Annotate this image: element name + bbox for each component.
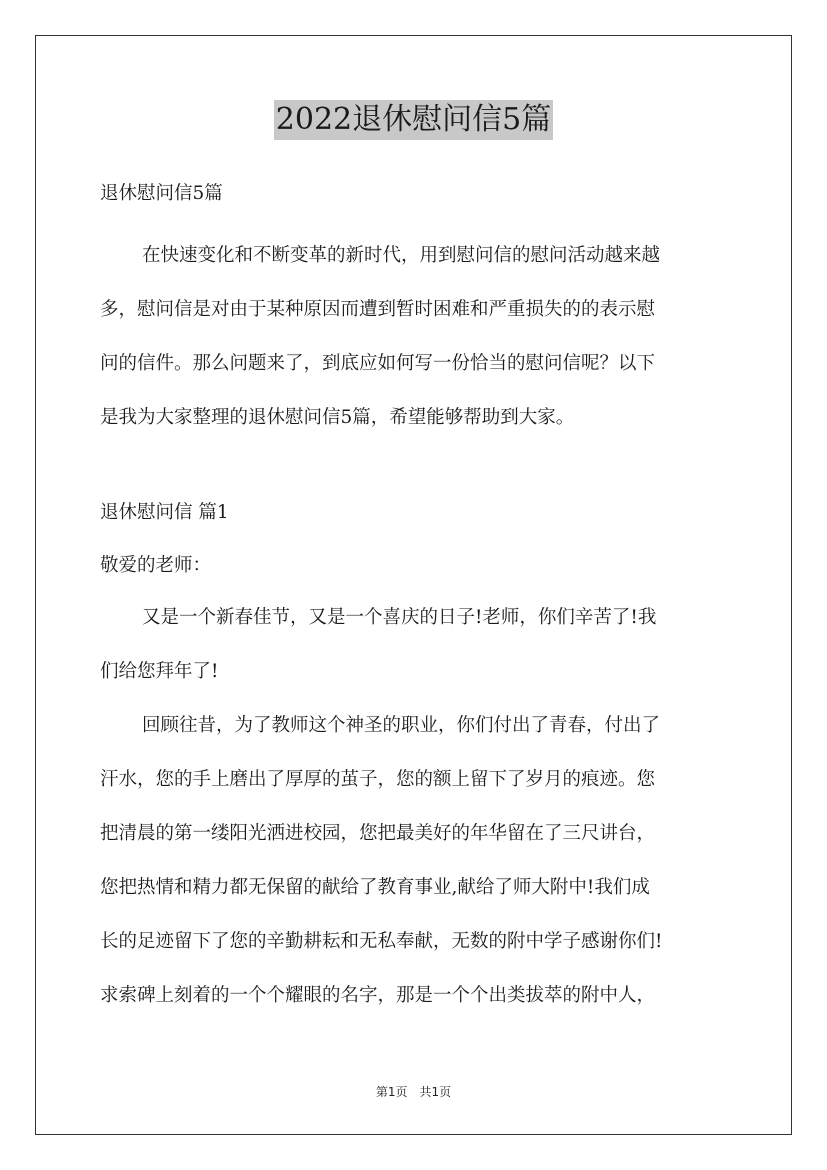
intro-line: 在快速变化和不断变革的新时代，用到慰问信的慰问活动越来越 (142, 245, 661, 266)
intro-line: 多，慰问信是对由于某种原因而遭到暂时困难和严重损失的的表示慰 (100, 299, 656, 320)
paragraph-line: 又是一个新春佳节，又是一个喜庆的日子!老师，你们辛苦了!我 (142, 607, 657, 628)
paragraph-line: 们给您拜年了! (100, 661, 219, 682)
paragraph-2 (100, 699, 728, 1023)
page-number: 第1页 共1页 (375, 1085, 452, 1099)
document-subtitle: 退休慰问信5篇 (100, 183, 223, 204)
document-title: 2022退休慰问信5篇 (274, 100, 553, 140)
salutation: 敬爱的老师： (100, 555, 212, 576)
document-body (100, 176, 728, 1023)
intro-paragraph (100, 229, 728, 445)
paragraph-line: 求索碑上刻着的一个个耀眼的名字，那是一个个出类拔萃的附中人， (100, 985, 656, 1006)
paragraph-line: 汗水，您的手上磨出了厚厚的茧子，您的额上留下了岁月的痕迹。您 (100, 769, 656, 790)
page-footer (0, 1083, 827, 1100)
intro-line: 问的信件。那么问题来了，到底应如何写一份恰当的慰问信呢？以下 (100, 353, 656, 374)
paragraph-line: 回顾往昔，为了教师这个神圣的职业，你们付出了青春，付出了 (142, 715, 661, 736)
intro-line: 是我为大家整理的退休慰问信5篇，希望能够帮助到大家。 (100, 407, 575, 428)
paragraph-1 (100, 591, 728, 699)
section-heading: 退休慰问信 篇1 (100, 502, 229, 523)
paragraph-line: 把清晨的第一缕阳光洒进校园，您把最美好的年华留在了三尺讲台， (100, 823, 656, 844)
paragraph-line: 长的足迹留下了您的辛勤耕耘和无私奉献，无数的附中学子感谢你们! (100, 931, 663, 952)
title-container (0, 100, 827, 140)
paragraph-line: 您把热情和精力都无保留的献给了教育事业,献给了师大附中!我们成 (100, 877, 650, 898)
